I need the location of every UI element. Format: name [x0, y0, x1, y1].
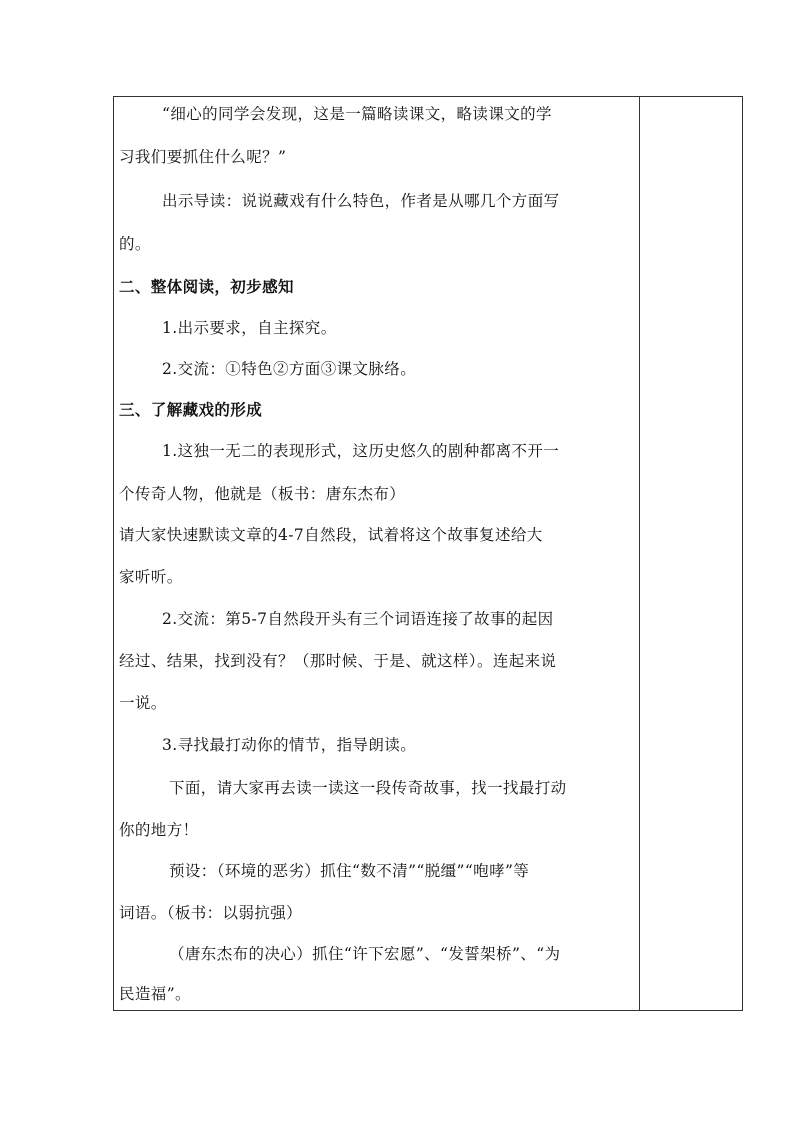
text-line: 一说。	[119, 694, 167, 712]
text-line: 请大家快速默读文章的4-7自然段，试着将这个故事复述给大	[119, 526, 543, 544]
text-line: 的。	[119, 235, 151, 253]
lesson-plan-table	[113, 96, 743, 1011]
text-line: 经过、结果，找到没有？（那时候、于是、就这样）。连起来说	[119, 652, 557, 670]
lesson-content-cell	[114, 97, 639, 1010]
text-line: 你的地方！	[119, 821, 199, 839]
text-line: 个传奇人物，他就是（板书：唐东杰布）	[119, 485, 406, 503]
text-line: 1.这独一无二的表现形式，这历史悠久的剧种都离不开一	[162, 442, 560, 460]
text-line: （唐东杰布的决心）抓住“许下宏愿”、“发誓架桥”、“为	[169, 945, 561, 963]
column-divider	[639, 97, 640, 1010]
section-heading: 二、整体阅读，初步感知	[119, 277, 294, 296]
text-line: 1.出示要求，自主探究。	[162, 319, 337, 337]
text-line: 2.交流：①特色②方面③课文脉络。	[162, 360, 417, 378]
text-line: 预设：（环境的恶劣）抓住“数不清”“脱缰”“咆哮”等	[169, 862, 530, 880]
text-line: 下面，请大家再去读一读这一段传奇故事，找一找最打动	[169, 779, 567, 797]
text-line: 3.寻找最打动你的情节，指导朗读。	[162, 736, 417, 754]
text-line: 民造福”。	[119, 985, 191, 1003]
text-line: “细心的同学会发现，这是一篇略读课文，略读课文的学	[162, 105, 552, 123]
text-line: 家听听。	[119, 568, 183, 586]
text-line: 2.交流：第5-7自然段开头有三个词语连接了故事的起因	[162, 610, 554, 628]
text-line: 词语。（板书：以弱抗强）	[119, 904, 303, 922]
text-line: 出示导读：说说藏戏有什么特色，作者是从哪几个方面写	[162, 192, 560, 210]
section-heading: 三、了解藏戏的形成	[119, 400, 263, 419]
text-line: 习我们要抓住什么呢？”	[119, 148, 287, 166]
